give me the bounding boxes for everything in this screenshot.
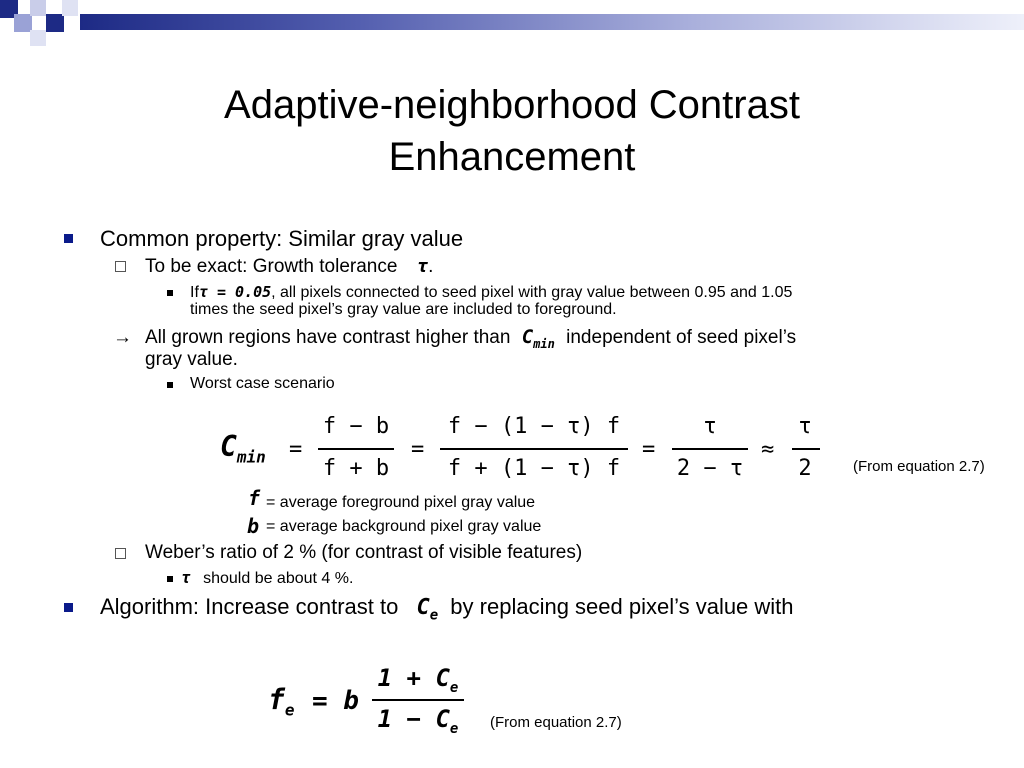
page-title: Adaptive-neighborhood Contrast (224, 83, 800, 127)
period: . (428, 256, 434, 277)
eq1-source-note: (From equation 2.7) (853, 458, 985, 475)
algorithm-text: Algorithm: Increase contrast to (100, 594, 399, 619)
f-definition: = average foreground pixel gray value (266, 494, 536, 511)
eq1-num4: τ (798, 414, 812, 439)
tolerance-example-line (190, 283, 792, 302)
bullet-marker (64, 603, 73, 612)
eq2-lhs: $f_e$ (268, 683, 295, 720)
eq1-equals: = (411, 437, 425, 462)
eq1-approx: ≈ (761, 437, 775, 462)
weber-ratio-text: Weber’s ratio of 2 % (for contrast of visible features) (145, 542, 583, 563)
small-bullet-marker (167, 576, 173, 582)
contrast-line (145, 326, 796, 356)
eq2-source-note: (From equation 2.7) (490, 714, 622, 731)
eq1-equals: = (642, 437, 656, 462)
eq2-numerator: $1 + C_e$ (377, 664, 459, 696)
algorithm-text-post: by replacing seed pixel’s value with (450, 594, 794, 619)
fraction-line (672, 448, 748, 450)
eq1-den4: 2 (798, 456, 812, 481)
tau-requirement-text: should be about 4 %. (203, 570, 354, 587)
hollow-bullet-marker (115, 548, 126, 559)
eq1-num1: f − b (322, 414, 390, 439)
bullet-marker (64, 234, 73, 243)
cmin-symbol: $C_{min}$ (521, 326, 555, 351)
contrast-line2: gray value. (145, 349, 238, 370)
tau-requirement-line (181, 569, 353, 588)
bullet-common-property: Common property: Similar gray value (100, 226, 464, 251)
algorithm-line (100, 594, 794, 628)
eq1-equals: = (289, 437, 303, 462)
ce-symbol: $C_e$ (416, 595, 439, 624)
fraction-line (318, 448, 394, 450)
tau-symbol: τ (181, 568, 191, 587)
small-bullet-marker (167, 382, 173, 388)
contrast-text-post: independent of seed pixel’s (566, 327, 797, 348)
header-decoration (0, 0, 1024, 48)
if-text: If (190, 284, 199, 301)
hollow-bullet-marker (115, 261, 126, 272)
deco-square (30, 30, 46, 46)
small-bullet-marker (167, 290, 173, 296)
tau-symbol: τ (416, 255, 429, 277)
deco-square (30, 0, 46, 16)
deco-square (46, 14, 64, 32)
header-gradient-bar (80, 14, 1024, 30)
fraction-line (440, 448, 628, 450)
deco-square (62, 0, 78, 16)
fraction-line (372, 699, 464, 701)
eq1-num3: τ (703, 414, 717, 439)
eq1-lhs: $C_{min}$ (220, 430, 266, 467)
eq2-rhs: = b (312, 686, 359, 716)
tau-formula: τ = 0.05 (198, 283, 272, 301)
arrow-marker: → (113, 327, 132, 348)
eq1-den3: 2 − τ (676, 456, 744, 481)
b-symbol: b (247, 514, 260, 538)
contrast-text: All grown regions have contrast higher than (145, 327, 511, 348)
fraction-line (792, 448, 820, 450)
f-symbol: f (248, 486, 261, 510)
tolerance-example-line2: times the seed pixel’s gray value are included to foreground. (190, 301, 617, 318)
eq1-den1: f + b (322, 456, 390, 481)
eq1-den2: f + (1 − τ) f (447, 456, 621, 481)
worst-case-text: Worst case scenario (190, 375, 335, 392)
growth-tolerance-line (145, 255, 433, 278)
b-definition: = average background pixel gray value (266, 518, 542, 535)
tolerance-example-text: , all pixels connected to seed pixel with gray value between 0.95 and 1.05 (271, 284, 793, 301)
page-title-line2: Enhancement (388, 135, 636, 179)
growth-tolerance-text: To be exact: Growth tolerance (145, 256, 398, 277)
eq2-denominator: $1 - C_e$ (377, 705, 459, 737)
eq1-num2: f − (1 − τ) f (447, 414, 621, 439)
